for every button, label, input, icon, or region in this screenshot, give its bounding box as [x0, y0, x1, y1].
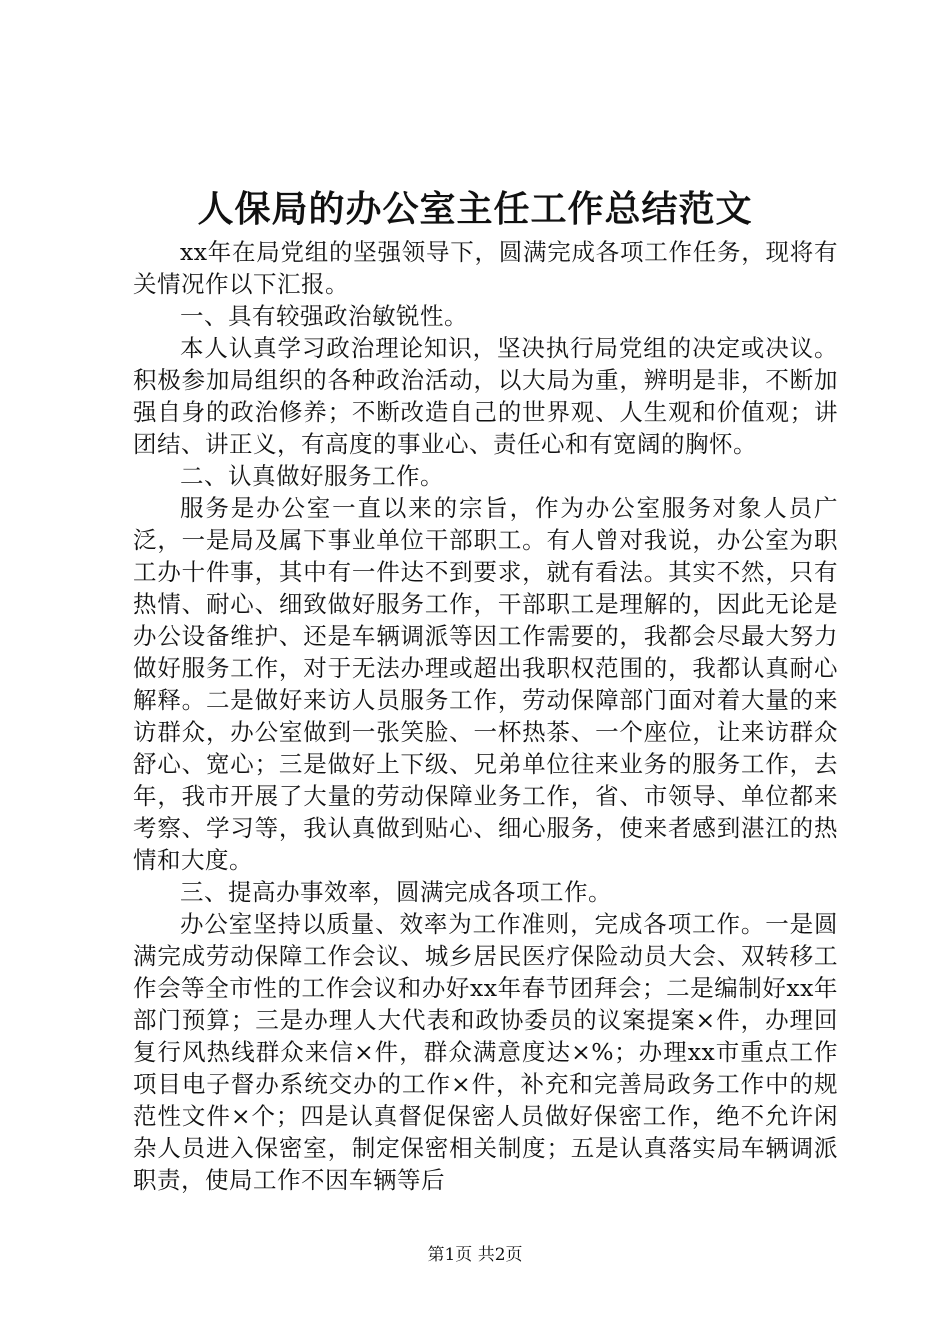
- section-heading-2: 二、认真做好服务工作。: [180, 462, 444, 490]
- document-body: [133, 236, 838, 1196]
- paragraph-section-1: 本人认真学习政治理论知识，坚决执行局党组的决定或决议。积极参加局组织的各种政治活动，以大局为重，辨明是非，不断加强自身的政治修养；不断改造自己的世界观、人生观和价值观；讲团结、讲正义，有高度的事业心、责任心和有宽阔的胸怀。: [133, 334, 838, 458]
- section-heading-3: 三、提高办事效率，圆满完成各项工作。: [180, 878, 612, 906]
- paragraph-intro: xx年在局党组的坚强领导下，圆满完成各项工作任务，现将有关情况作以下汇报。: [133, 238, 838, 298]
- paragraph-section-2: 服务是办公室一直以来的宗旨，作为办公室服务对象人员广泛，一是局及属下事业单位干部职工。有人曾对我说，办公室为职工办十件事，其中有一件达不到要求，就有看法。其实不然，只有热情、耐心、细致做好服务工作，干部职工是理解的，因此无论是办公设备维护、还是车辆调派等因工作需要的，我都会尽最大努力做好服务工作，对于无法办理或超出我职权范围的，我都认真耐心解释。二是做好来访人员服务工作，劳动保障部门面对着大量的来访群众，办公室做到一张笑脸、一杯热茶、一个座位，让来访群众舒心、宽心；三是做好上下级、兄弟单位往来业务的服务工作，去年，我市开展了大量的劳动保障业务工作，省、市领导、单位都来考察、学习等，我认真做到贴心、细心服务，使来者感到湛江的热情和大度。: [133, 494, 838, 874]
- section-heading-1: 一、具有较强政治敏锐性。: [180, 302, 468, 330]
- document-title: 人保局的办公室主任工作总结范文: [197, 188, 753, 230]
- page-footer: 第1页 共2页: [427, 1245, 523, 1265]
- paragraph-section-3: 办公室坚持以质量、效率为工作准则，完成各项工作。一是圆满完成劳动保障工作会议、城乡居民医疗保险动员大会、双转移工作会等全市性的工作会议和办好xx年春节团拜会；二是编制好xx年部门预算；三是办理人大代表和政协委员的议案提案×件，办理回复行风热线群众来信×件，群众满意度达×%；办理xx市重点工作项目电子督办系统交办的工作×件，补充和完善局政务工作中的规范性文件×个；四是认真督促保密人员做好保密工作，绝不允许闲杂人员进入保密室，制定保密相关制度；五是认真落实局车辆调派职责，使局工作不因车辆等后: [133, 910, 838, 1194]
